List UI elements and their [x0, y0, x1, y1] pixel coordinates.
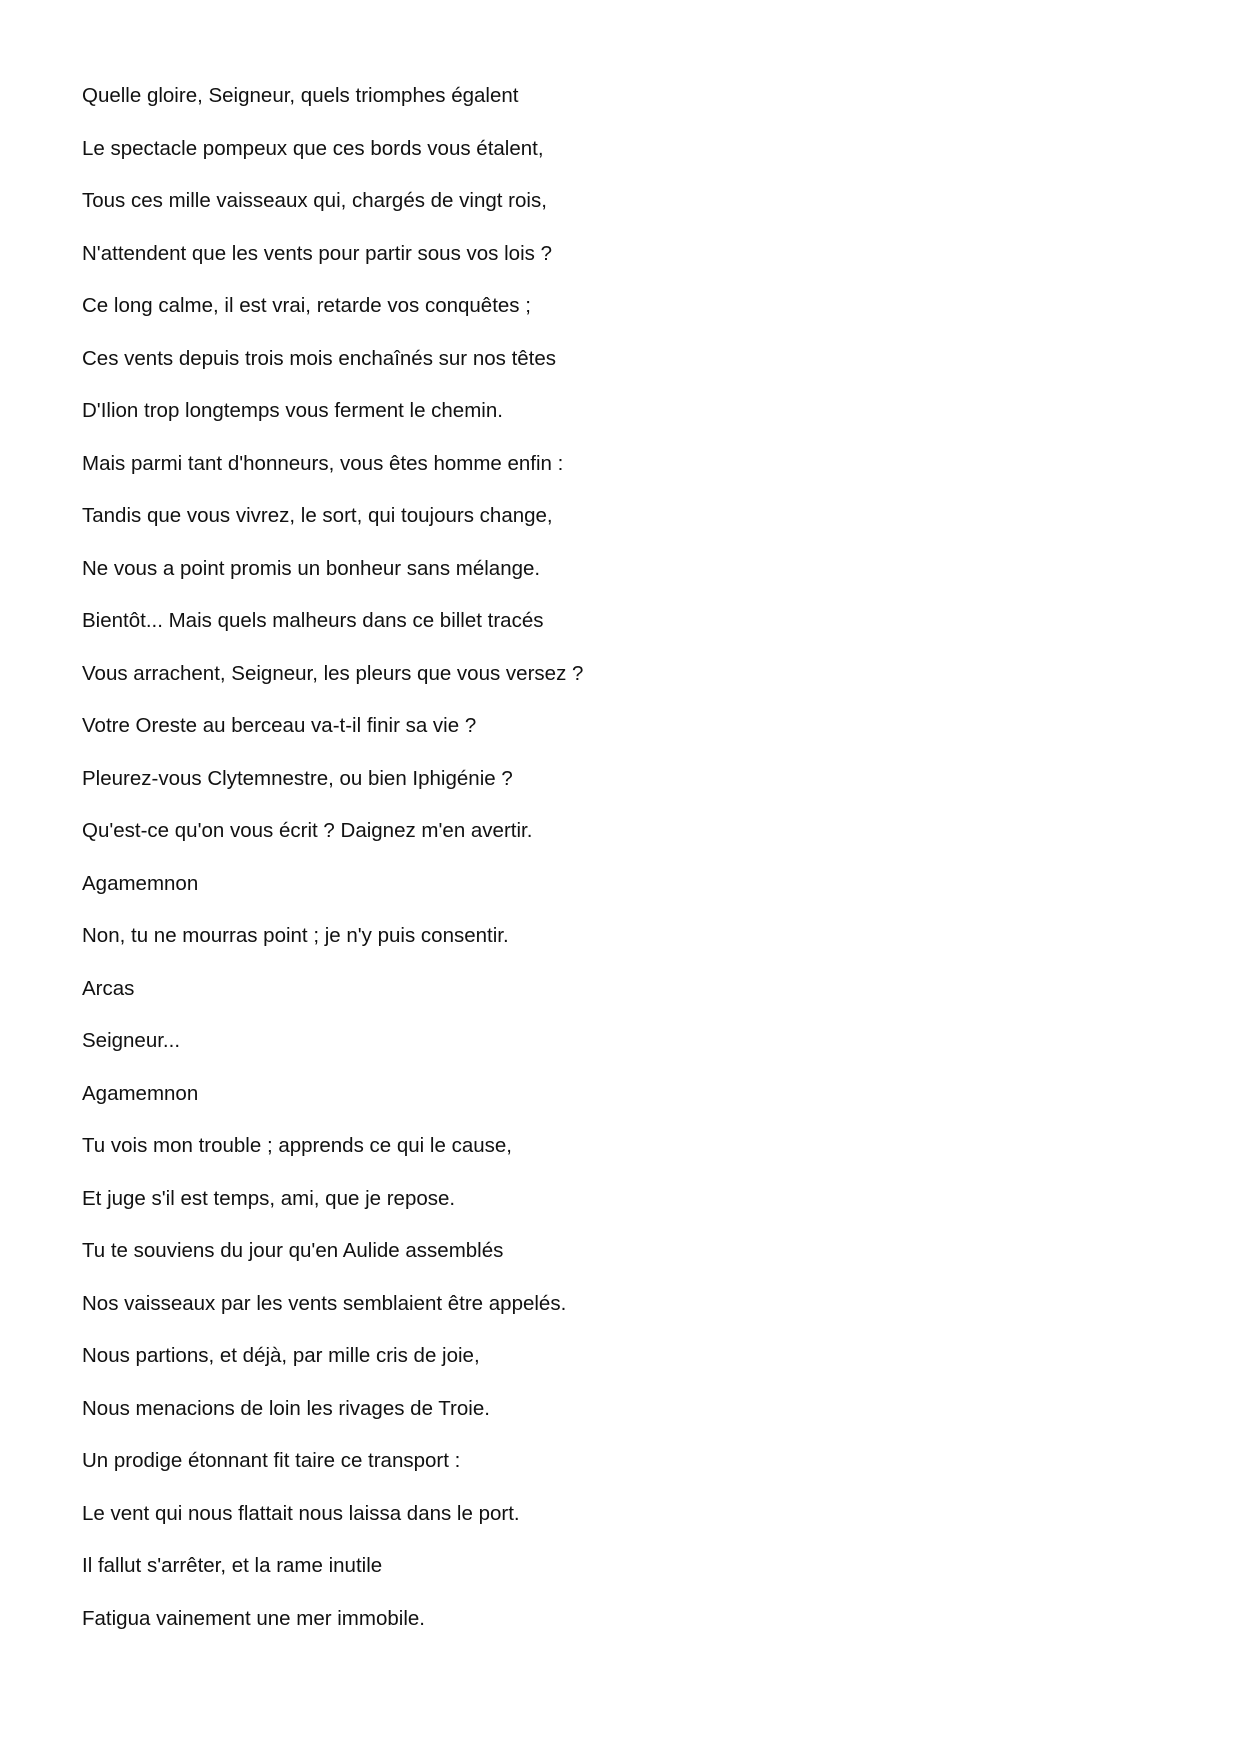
- text-line: N'attendent que les vents pour partir sous vos lois ?: [82, 241, 552, 265]
- speaker-name: Agamemnon: [82, 871, 199, 895]
- text-line: Tandis que vous vivrez, le sort, qui toujours change,: [82, 504, 553, 527]
- text-line: Bientôt... Mais quels malheurs dans ce billet tracés: [82, 609, 544, 632]
- text-body: [82, 76, 1182, 1651]
- text-line: Fatigua vainement une mer immobile.: [82, 1606, 425, 1630]
- text-line: Et juge s'il est temps, ami, que je repose.: [82, 1186, 456, 1210]
- text-line: Ne vous a point promis un bonheur sans mélange.: [82, 556, 541, 580]
- text-line: Seigneur...: [82, 1029, 181, 1052]
- text-line: Votre Oreste au berceau va-t-il finir sa vie ?: [82, 714, 477, 737]
- text-line: Ce long calme, il est vrai, retarde vos conquêtes ;: [82, 294, 531, 317]
- text-line: Nous partions, et déjà, par mille cris de joie,: [82, 1344, 480, 1367]
- speaker-name: Agamemnon: [82, 1081, 199, 1105]
- text-line: Nos vaisseaux par les vents semblaient être appelés.: [82, 1291, 567, 1315]
- speaker-name: Arcas: [82, 976, 135, 1000]
- text-line: Tu te souviens du jour qu'en Aulide assemblés: [82, 1239, 504, 1262]
- text-line: Mais parmi tant d'honneurs, vous êtes homme enfin :: [82, 451, 564, 475]
- text-line: Qu'est-ce qu'on vous écrit ? Daignez m'en avertir.: [82, 819, 533, 842]
- text-line: Quelle gloire, Seigneur, quels triomphes égalent: [82, 84, 519, 107]
- text-line: Tous ces mille vaisseaux qui, chargés de vingt rois,: [82, 189, 547, 212]
- text-line: Le spectacle pompeux que ces bords vous étalent,: [82, 136, 544, 160]
- text-line: Nous menacions de loin les rivages de Troie.: [82, 1396, 490, 1420]
- text-line: Non, tu ne mourras point ; je n'y puis consentir.: [82, 924, 509, 947]
- text-line: Pleurez-vous Clytemnestre, ou bien Iphigénie ?: [82, 766, 513, 790]
- text-line: Vous arrachent, Seigneur, les pleurs que vous versez ?: [82, 661, 584, 685]
- text-line: Ces vents depuis trois mois enchaînés sur nos têtes: [82, 346, 557, 370]
- text-line: D'Ilion trop longtemps vous ferment le chemin.: [82, 399, 503, 422]
- text-line: Tu vois mon trouble ; apprends ce qui le cause,: [82, 1134, 512, 1157]
- text-line: Il fallut s'arrêter, et la rame inutile: [82, 1554, 383, 1577]
- text-line: Un prodige étonnant fit taire ce transport :: [82, 1449, 461, 1472]
- text-line: Le vent qui nous flattait nous laissa dans le port.: [82, 1501, 520, 1525]
